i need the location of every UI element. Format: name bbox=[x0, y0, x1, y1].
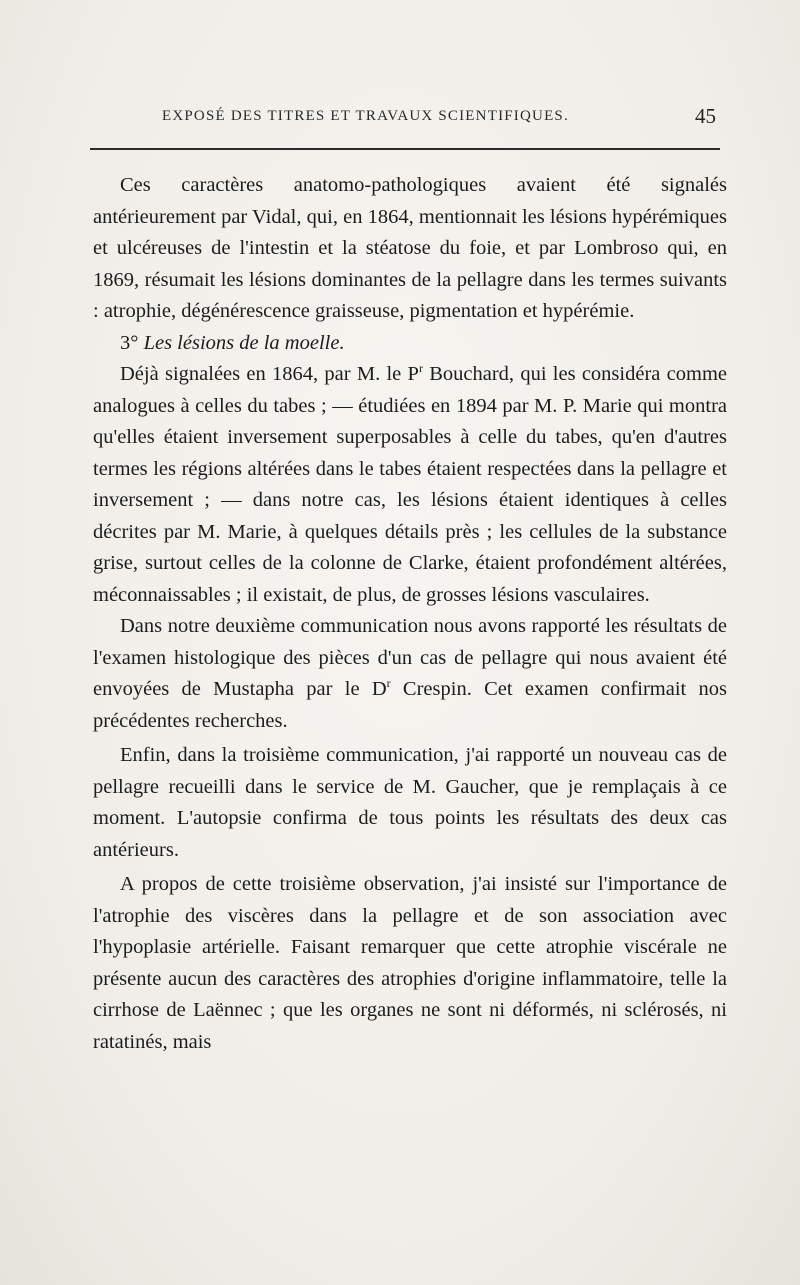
header-rule bbox=[90, 148, 720, 150]
paragraph-second-communication bbox=[93, 611, 727, 737]
paragraph-bouchard-marie bbox=[93, 359, 727, 611]
running-head bbox=[90, 104, 720, 132]
body-text bbox=[93, 170, 727, 1058]
paragraph-text: Déjà signalées en 1864, par M. le P bbox=[120, 363, 419, 385]
paragraph-third-communication: Enfin, dans la troisième communication, j'ai rapporté un nouveau cas de pellagre recueilli dans le service de M. Gaucher, que je remplaçais à ce moment. L'autopsie confirma de tous points les résultats des deux cas antérieurs. bbox=[93, 744, 727, 861]
section-title: Les lésions de la moelle. bbox=[143, 331, 345, 354]
running-title: EXPOSÉ DES TITRES ET TRAVAUX SCIENTIFIQUES. bbox=[162, 108, 569, 124]
page-number: 45 bbox=[695, 104, 716, 128]
paragraph-vidal-lombroso: Ces caractères anatomo-pathologiques avaient été signalés antérieurement par Vidal, qui, en 1864, mentionnait les lésions hypérémiques et ulcéreuses de l'intestin et la stéatose du foie, et par Lombroso qui, en 1869, résumait les lésions dominantes de la pellagre dans les termes suivants : atrophie, dégénérescence graisseuse, pigmentation et hypérémie. bbox=[93, 174, 727, 322]
paragraph-text: Crespin. Cet examen confirmait nos précédentes recherches. bbox=[93, 678, 727, 732]
paragraph-text: Bouchard, qui les considéra comme analogues à celles du tabes ; — étudiées en 1894 par M. P. Marie qui montra qu'elles étaient inversement superposables à celle du tabes, qu'en d'autres termes les régions altérées dans le tabes étaient respectées dans la pellagre et inversement ; — dans notre cas, les lésions étaient identiques à celles décrites par M. Marie, à quelques détails près ; les cellules de la substance grise, surtout celles de la colonne de Clarke, étaient profondément altérées, méconnaissables ; il existait, de plus, de grosses lésions vasculaires. bbox=[93, 363, 727, 606]
paragraph-atrophy: A propos de cette troisième observation, j'ai insisté sur l'importance de l'atrophie des viscères dans la pellagre et de son association avec l'hypoplasie artérielle. Faisant remarquer que cette atrophie viscérale ne présente aucun des caractères des atrophies d'origine inflammatoire, telle la cirrhose de Laënnec ; que les organes ne sont ni déformés, ni sclérosés, ni ratatinés, mais bbox=[93, 873, 727, 1053]
superscript: r bbox=[418, 361, 423, 376]
section-heading bbox=[93, 328, 727, 360]
section-number: 3° bbox=[120, 331, 139, 354]
paragraph-text: Dans notre deuxième communication nous avons rapporté les résultats de l'examen histologique des pièces d'un cas de pellagre qui nous avaient été envoyées de Mustapha par le D bbox=[93, 615, 727, 700]
superscript: r bbox=[386, 676, 391, 691]
